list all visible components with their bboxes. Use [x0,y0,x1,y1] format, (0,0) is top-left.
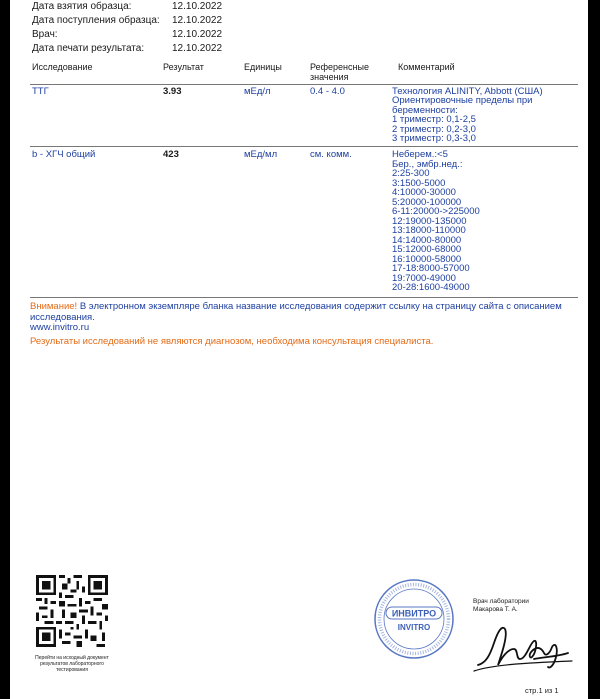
meta-row-sample-date [32,0,222,14]
col-header-comment: Комментарий [398,62,455,72]
result-units: мЕд/л [244,86,271,97]
doctor-block [473,598,529,614]
meta-value: 12.10.2022 [172,29,223,40]
col-header-units: Единицы [244,62,282,72]
meta-value: 12.10.2022 [172,43,223,54]
invitro-stamp-image [373,578,455,660]
meta-row-doctor [32,28,222,42]
result-units: мЕд/мл [244,149,278,160]
warning-text: В электронном экземпляре бланка название исследования содержит ссылку на страницу сайта с описанием исследования. [30,301,562,323]
result-page [10,0,588,699]
result-comment: Неберем.:<5 Бер., эмбр.нед.: 2:25-300 3:1500-5000 4:10000-30000 5:20000-100000 6-11:20000->225000 12:19000-135000 13:18000-110000 14:14000-80000 15:12000-68000 16:10000-58000 17-18:8000-57000 19:7000-49000 20-28:1600-49000 [392,149,480,293]
row-divider [30,146,578,147]
result-value: 423 [163,149,179,160]
test-link-ttg[interactable]: ТТГ [32,86,49,97]
sample-meta [32,0,222,56]
qr-code[interactable] [36,575,108,647]
warning-note [30,302,578,334]
reference-range: 0.4 - 4.0 [310,86,345,97]
col-header-reference-line1: Референсные [310,62,369,72]
diagnosis-disclaimer: Результаты исследований не являются диагнозом, необходима консультация специалиста. [30,336,434,347]
invitro-link[interactable]: www.invitro.ru [30,322,90,333]
warning-prefix: Внимание! [30,301,78,312]
col-header-reference-line2: значения [310,72,349,82]
meta-label: Врач: [32,29,58,40]
test-link-hcg[interactable]: b - ХГЧ общий [32,149,96,160]
meta-value: 12.10.2022 [172,1,223,12]
meta-value: 12.10.2022 [172,15,223,26]
result-value: 3.93 [163,86,182,97]
meta-label: Дата поступления образца: [32,15,160,26]
doctor-name: Макарова Т. А. [473,606,518,613]
meta-row-print-date [32,42,222,56]
header-divider [30,84,578,85]
page-number: стр.1 из 1 [525,686,559,695]
col-header-reference [310,62,369,82]
stamp-text-ru: ИНВИТРО [391,608,437,619]
reference-range: см. комм. [310,149,352,160]
doctor-role: Врач лаборатории [473,598,529,605]
meta-label: Дата взятия образца: [32,1,132,12]
doctor-signature-image [472,613,574,673]
meta-label: Дата печати результата: [32,43,145,54]
col-header-test: Исследование [32,62,93,72]
col-header-result: Результат [163,62,204,72]
table-bottom-divider [30,297,578,298]
qr-caption: Перейти на исходный документ результатов лабораторного тестирования [35,655,109,673]
meta-row-received-date [32,14,222,28]
result-comment: Технология ALINITY, Abbott (США) Ориентировочные пределы при беременности: 1 триместр: 0,1-2,5 2 триместр: 0,2-3,0 3 триместр: 0,3-3,0 [392,85,543,144]
stamp-text-en: INVITRO [397,623,431,632]
